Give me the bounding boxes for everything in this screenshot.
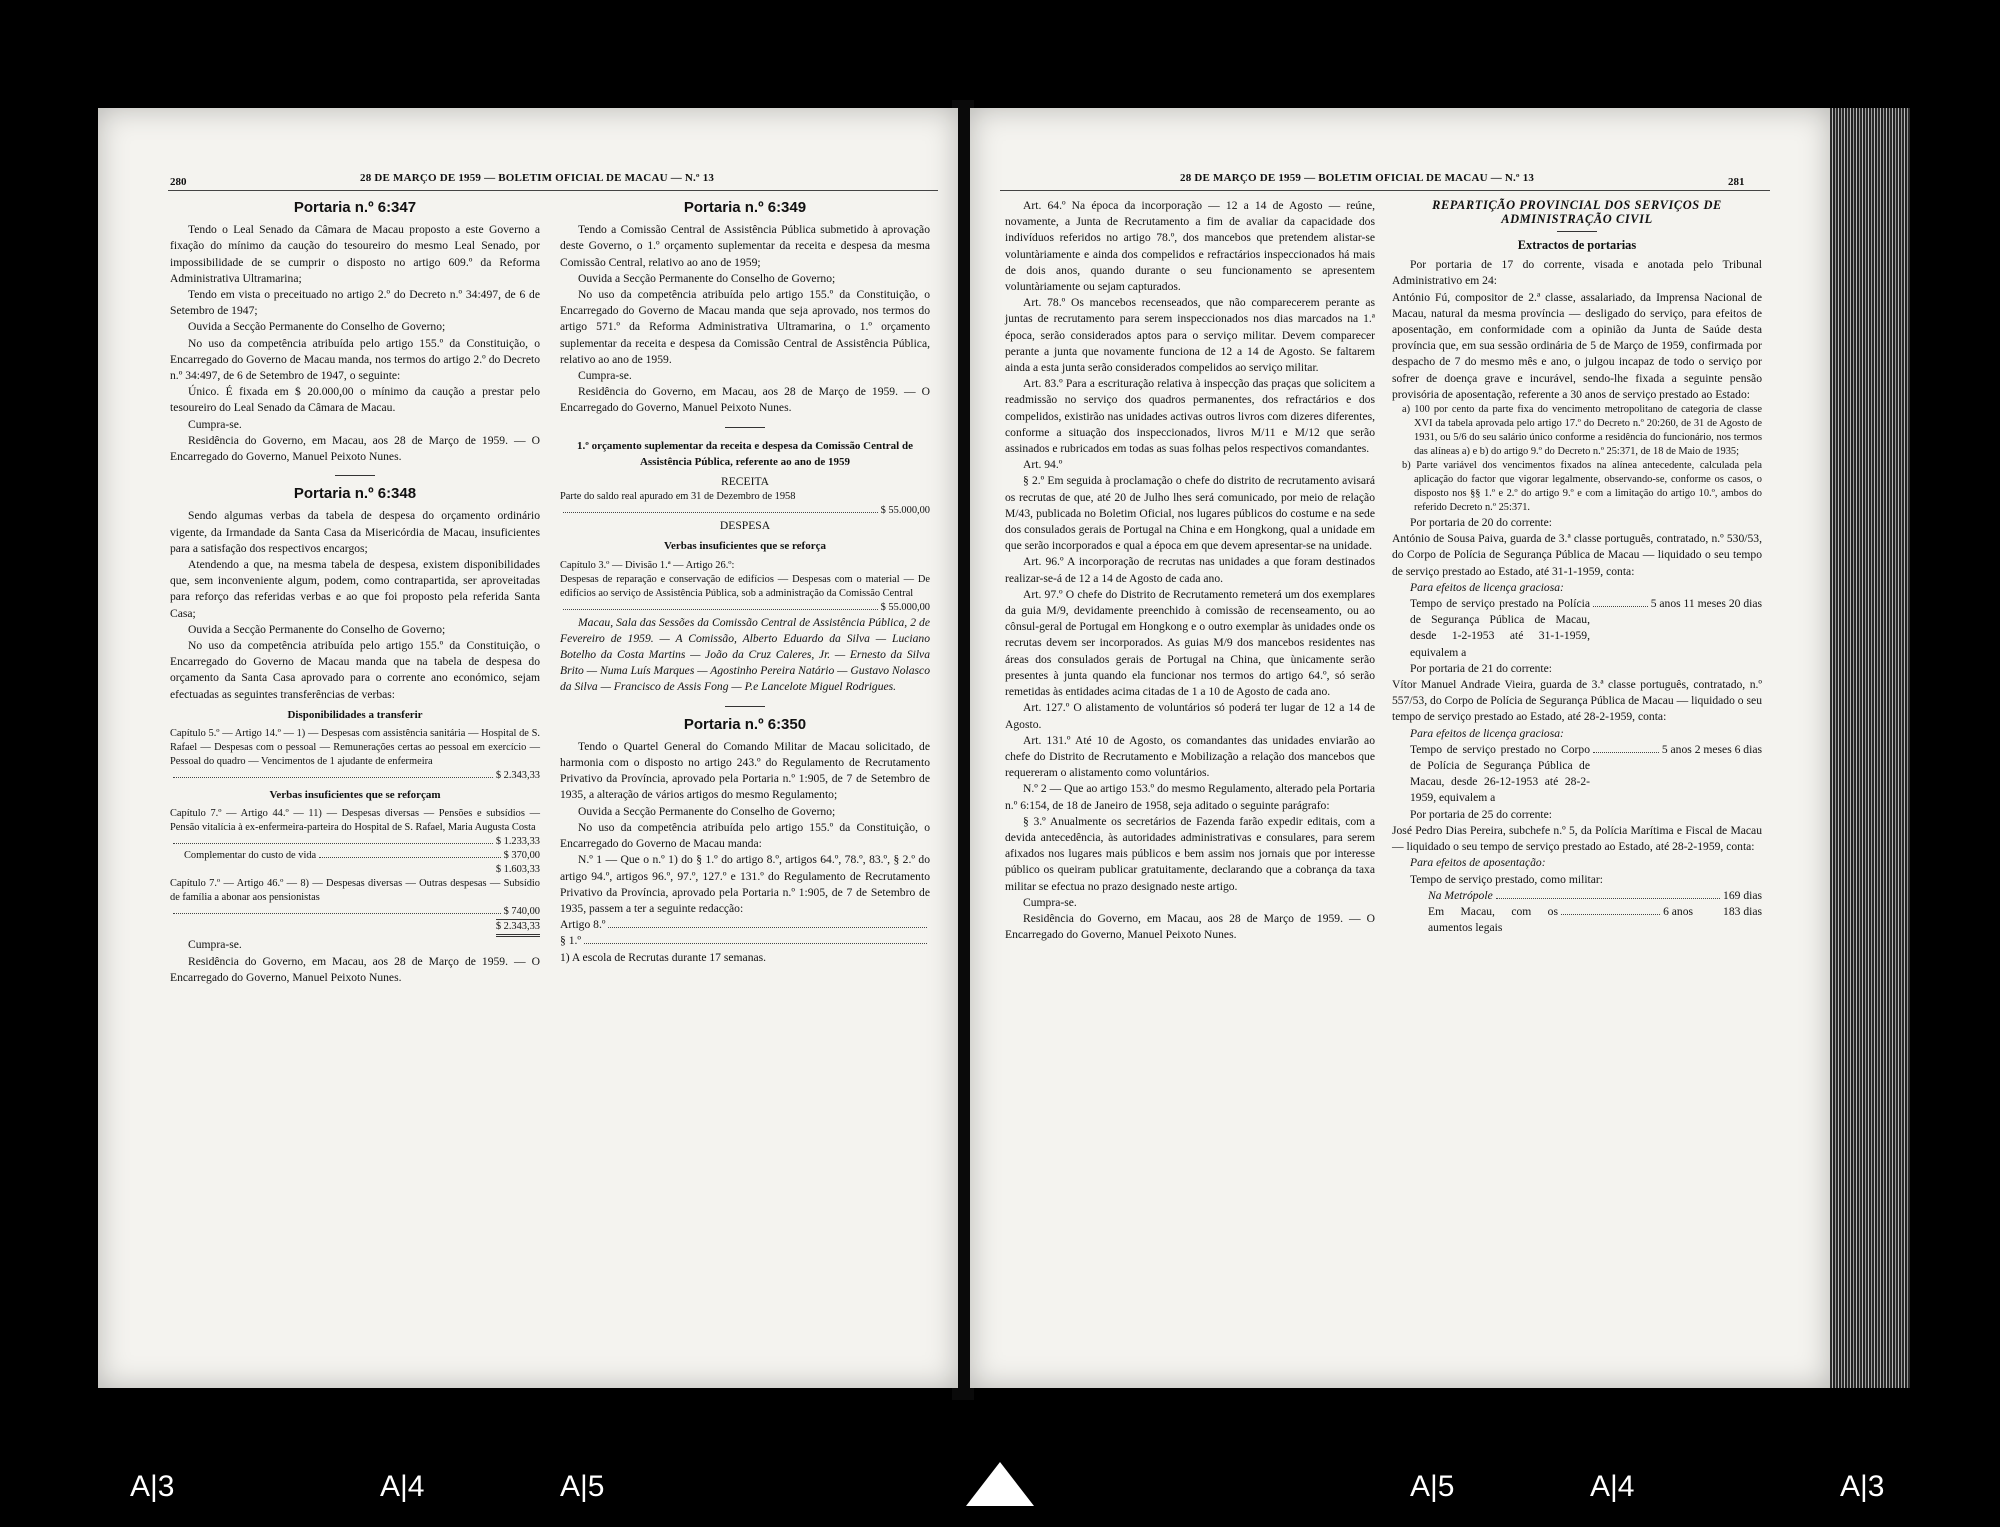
- article-96: Art. 96.º A incorporação de recrutas nas unidades a que foram destinados realizar-se-á de 12 a 14 de Agosto de cada ano.: [1005, 555, 1375, 585]
- disponibilidades-heading: Disponibilidades a transferir: [287, 708, 423, 721]
- service-time-row: Tempo de serviço prestado na Polícia de Segurança Pública de Macau, desde 1-2-1953 até 31-1-1959, equivalem a 5 anos 11 meses 20 dias: [1410, 597, 1762, 659]
- budget-item: Capítulo 7.º — Artigo 44.º — 11) — Despesas diversas — Pensões e subsídios — Pensão vitalícia à ex-enfermeira-parteira do Hospital de S. Rafael, Maria Augusta Costa $ 1.233,33 Complementar do custo de vida $ 370,00 $ 1.603,33 Capítulo 7.º — Artigo 46.º — 8) — Despesas diversas — Outras despesas — Subsídio de família a abonar aos pensionistas $ 740,00 $ 2.343,33: [170, 807, 540, 937]
- signature-line: Residência do Governo, em Macau, aos 28 de Março de 1959. — O Encarregado do Governo, Manuel Peixoto Nunes.: [1005, 911, 1375, 942]
- paragraph: Tendo o Leal Senado da Câmara de Macau proposto a este Governo a fixação do mínimo da caução do tesoureiro do mesmo Leal Senado, por impossibilidade de se cumprir o disposto no artigo 609.º da Reforma Administrativa Ultramarina;: [170, 223, 540, 285]
- paragraph: Tempo de serviço prestado, como militar:: [1410, 872, 1604, 886]
- paragraph: Para efeitos de aposentação:: [1410, 856, 1546, 870]
- portaria-6347-title: Portaria n.º 6:347: [293, 199, 417, 216]
- right-page-header: 28 DE MARÇO DE 1959 — BOLETIM OFICIAL DE MACAU — N.º 13: [1180, 172, 1535, 184]
- paragraph: Ouvida a Secção Permanente do Conselho de Governo;: [578, 271, 836, 285]
- receita-heading: RECEITA: [720, 475, 770, 489]
- article-64: Art. 64.º Na época da incorporação — 12 a 14 de Agosto — reúne, novamente, a Junta de Recrutamento a fim de avaliar da capacidade dos indivíduos referidos no artigo 78.º, dos mancebos que pretendem alistar-se voluntàriamente e ainda dos compelidos e refractários inspeccionados há mais de dois anos, quando durante o seu funcionamento se apresentem voluntàriamente ou sejam capturados.: [1005, 199, 1375, 294]
- paragraph: Ouvida a Secção Permanente do Conselho de Governo;: [578, 804, 836, 818]
- paragraph: Tendo em vista o preceituado no artigo 2.º do Decreto n.º 34:497, de 6 de Setembro de 1947;: [170, 288, 540, 318]
- left-header-rule: [168, 190, 938, 191]
- frame-label: A|3: [1840, 1470, 1885, 1503]
- cumpra-se: Cumpra-se.: [188, 938, 242, 952]
- left-page-number: 280: [170, 176, 187, 188]
- portaria-6348-title: Portaria n.º 6:348: [293, 485, 417, 503]
- paragraph: José Pedro Dias Pereira, subchefe n.º 5, da Polícia Marítima e Fiscal de Macau — liquidado o seu tempo de serviço prestado ao Estado, até 28-2-1959, conta:: [1392, 823, 1762, 854]
- frame-label: A|5: [1410, 1470, 1455, 1503]
- frame-label: A|3: [130, 1470, 175, 1503]
- paragraph: No uso da competência atribuída pelo artigo 155.º da Constituição, o Encarregado do Governo de Macau manda que seja aprovado, nos termos do artigo 571.º da Reforma Administrativa Ultramarina, o 1.º orçamento suplementar da receita e despesa da Comissão Central de Assistência Pública, relativo ao ano de 1959.: [560, 288, 930, 366]
- left-column-1: [170, 198, 540, 986]
- orcamento-title: 1.º orçamento suplementar da receita e despesa da Comissão Central de Assistência Pública, referente ao ano de 1959: [577, 439, 913, 468]
- separator: [335, 475, 375, 476]
- paragraph: No uso da competência atribuída pelo artigo 155.º da Constituição, o Encarregado do Governo de Macau manda:: [560, 820, 930, 851]
- extractos-heading: Extractos de portarias: [1517, 238, 1637, 252]
- page-edges: [1830, 108, 1910, 1388]
- verbas-insuficientes-heading: Verbas insuficientes que se reforça: [664, 540, 826, 553]
- frame-label: A|5: [560, 1470, 605, 1503]
- separator: [725, 706, 765, 707]
- numero-2: N.º 2 — Que ao artigo 153.º do mesmo Regulamento, alterado pela Portaria n.º 6:154, de 18 de Janeiro de 1958, seja aditado o seguinte parágrafo:: [1005, 782, 1375, 812]
- right-column-2: [1392, 198, 1762, 936]
- signature-line: Residência do Governo, em Macau, aos 28 de Março de 1959. — O Encarregado do Governo, Manuel Peixoto Nunes.: [170, 433, 540, 464]
- paragraph: N.º 1 — Que o n.º 1) do § 1.º do artigo 8.º, artigos 64.º, 78.º, 83.º, § 2.º do artigo 94.º, artigos 96.º, 97.º, 127.º e 131.º do Regulamento de Recrutamento Privativo da Província, aprovado pela Portaria n.º 1:905, de 7 de Setembro de 1935, passem a ter a seguinte redacção:: [560, 853, 930, 915]
- right-column-1: [1005, 198, 1375, 943]
- paragraph: Para efeitos de licença graciosa:: [1410, 726, 1564, 740]
- paragraph: Sendo algumas verbas da tabela de despesa do orçamento ordinário vigente, da Irmandade da Santa Casa da Misericórdia de Macau, insuficientes para a satisfação dos respectivos encargos;: [170, 509, 540, 555]
- paragraph: António de Sousa Paiva, guarda de 3.ª classe português, contratado, n.º 530/53, do Corpo de Polícia de Segurança Pública de Macau — liquidado o seu tempo de serviço prestado ao Estado, até 31-1-1959, conta:: [1392, 532, 1762, 578]
- cumpra-se: Cumpra-se.: [1023, 895, 1077, 909]
- article-127: Art. 127.º O alistamento de voluntários só poderá ter lugar de 12 a 14 de Agosto.: [1005, 701, 1375, 731]
- service-time-row: Tempo de serviço prestado no Corpo de Polícia de Segurança Pública de Macau, desde 26-12-1953 até 28-2-1959, equivalem a 5 anos 2 meses 6 dias: [1410, 742, 1762, 805]
- receita-item: Parte do saldo real apurado em 31 de Dezembro de 1958 $ 55.000,00: [560, 491, 930, 517]
- paragraph: Vítor Manuel Andrade Vieira, guarda de 3.ª classe português, contratado, n.º 557/53, do Corpo de Polícia de Segurança Pública de Macau — liquidado o seu tempo de serviço prestado ao Estado, até 28-2-1959, conta:: [1392, 678, 1762, 724]
- signature-line: Residência do Governo, em Macau, aos 28 de Março de 1959. — O Encarregado do Governo, Manuel Peixoto Nunes.: [170, 954, 540, 984]
- verbas-heading: Verbas insuficientes que se reforçam: [269, 789, 441, 802]
- paragraph: No uso da competência atribuída pelo artigo 155.º da Constituição, o Encarregado do Governo de Macau manda, nos termos do artigo 2.º do Decreto n.º 34:497, de 6 de Setembro de 1947, o seguinte:: [170, 336, 540, 383]
- paragraph: Atendendo a que, na mesma tabela de despesa, existem disponibilidades que, sem inconveniente algum, podem, como contrapartida, ser aproveitadas para reforço das referidas verbas e ao que foi proposto pela referida Santa Casa;: [170, 558, 540, 620]
- paragraph: Por portaria de 20 do corrente:: [1410, 516, 1552, 530]
- total-amount: $ 2.343,33: [496, 919, 540, 937]
- article-131: Art. 131.º Até 10 de Agosto, os comandantes das unidades enviarão ao chefe do Distrito de Recrutamento e Mobilização a relação dos mancebos que requereram o alistamento como voluntários.: [1005, 733, 1375, 780]
- article-94-paragraph-2: § 2.º Em seguida à proclamação o chefe do distrito de recrutamento avisará os recrutas de que, até 20 de Julho lhes será comunicado, por meio de relação M/43, publicada no Boletim Oficial, nos lugares públicos do costume e na sede dos consulados gerais de Portugal na China e em Hongkong, qual a unidade em que serão incorporados e qual a época em que devem apresentar-se na unidade.: [1005, 474, 1375, 553]
- paragraph: Tendo a Comissão Central de Assistência Pública submetido à aprovação deste Governo, o 1.º orçamento suplementar da receita e despesa da mesma Comissão Central, relativo ao ano de 1959;: [560, 223, 930, 269]
- amount: $ 2.343,33: [495, 770, 540, 782]
- article-94: Art. 94.º: [1023, 458, 1063, 472]
- list-item: b) Parte variável dos vencimentos fixados na alínea antecedente, calculada pela aplicação do factor que vigorar legalmente, observando-se, conforme os casos, o disposto nos §§ 1.º e 2.º do artigo 9.º e com a limitação do artigo 10.º, ambos do referido Decreto n.º 25:371.: [1402, 460, 1762, 514]
- separator: [725, 427, 765, 428]
- right-page-number: 281: [1728, 176, 1745, 188]
- signature-line: Residência do Governo, em Macau, aos 28 de Março de 1959. — O Encarregado do Governo, Manuel Peixoto Nunes.: [560, 385, 930, 415]
- paragraph-label: § 1.º: [560, 934, 581, 948]
- department-title: REPARTIÇÃO PROVINCIAL DOS SERVIÇOS DE ADMINISTRAÇÃO CIVIL: [1432, 198, 1722, 226]
- separator: [1557, 231, 1597, 232]
- cumpra-se: Cumpra-se.: [578, 369, 632, 383]
- paragraph-3: § 3.º Anualmente os secretários de Fazenda farão expedir editais, com a devida antecedência, às autoridades administrativas e consulares, para serem afixados nos lugares mais públicos e bem assim nos jornais que por interesse público os queiram publicar gratuitamente, declarando que a cobrança da taxa militar se efectua no prazo designado neste artigo.: [1005, 814, 1375, 893]
- article-label: Artigo 8.º: [560, 918, 606, 932]
- frame-label: A|4: [1590, 1470, 1635, 1503]
- paragraph: Ouvida a Secção Permanente do Conselho de Governo;: [188, 320, 446, 334]
- film-notch: [966, 1462, 1034, 1506]
- paragraph: Para efeitos de licença graciosa:: [1410, 580, 1564, 594]
- service-time-row: Na Metrópole 169 dias: [1428, 888, 1762, 902]
- paragraph: Único. É fixada em $ 20.000,00 o mínimo da caução a prestar pelo tesoureiro do Leal Senado da Câmara de Macau.: [170, 385, 540, 415]
- paragraph: Tendo o Quartel General do Comando Militar de Macau solicitado, de harmonia com o disposto no artigo 243.º do Regulamento de Recrutamento Privativo da Província, aprovado pela Portaria n.º 1:905, de 7 de Setembro de 1935, a alteração de vários artigos do mesmo Regulamento;: [560, 739, 930, 802]
- article-78: Art. 78.º Os mancebos recenseados, que não comparecerem perante as juntas de recrutamento para serem inspeccionados nos dias marcados na 1.ª época, serão considerados aptos para o serviço militar. Devem comparecer perante a junta que novamente funciona de 12 a 14 de Agosto. Se faltarem ainda a esta junta serão considerados compelidos ao serviço militar.: [1005, 296, 1375, 375]
- portaria-6350-title: Portaria n.º 6:350: [683, 715, 807, 733]
- left-page-header: 28 DE MARÇO DE 1959 — BOLETIM OFICIAL DE MACAU — N.º 13: [360, 172, 715, 184]
- cumpra-se: Cumpra-se.: [188, 417, 242, 431]
- commission-signature: Macau, Sala das Sessões da Comissão Central de Assistência Pública, 2 de Fevereiro de 1959. — A Comissão, Alberto Eduardo da Silva — Luciano Botelho da Costa Martins — João da Cruz Caleres, Jr. — Ernesto da Silva Brito — Numa Luís Marques — Agostinho Pereira Natário — Gustavo Nolasco da Silva — Francisco de Assis Fong — P.e Lancelote Miguel Rodrigues.: [560, 615, 930, 694]
- paragraph: Por portaria de 17 do corrente, visada e anotada pelo Tribunal Administrativo em 24:: [1392, 258, 1762, 288]
- paragraph: António Fú, compositor de 2.ª classe, assalariado, da Imprensa Nacional de Macau, natural da mesma província — desligado do serviço, para efeitos de aposentação, em conformidade com a opinião da Junta de Saúde desta província que, em sua sessão ordinária de 5 de Março de 1959, confirmada por despacho de 7 do mesmo mês e ano, o julgou incapaz de todo o serviço por sofrer de doença grave e incurável, sendo-lhe fixada a seguinte pensão provisória de aposentação, referente a 30 anos de serviço prestado ao Estado:: [1392, 290, 1762, 401]
- portaria-6349-title: Portaria n.º 6:349: [683, 199, 807, 216]
- article-83: Art. 83.º Para a escrituração relativa à inspecção das praças que solicitem a readmissão no serviço dos quadros permanentes, dos refractários e dos compelidos, existirão nas unidades activas outros livros com dizeres diferentes, conforme a situação dos inspeccionados, livros M/11 e M/12 que serão assinados e rubricados em todas as suas folhas pelos respectivos comandantes.: [1005, 377, 1375, 456]
- list-item: a) 100 por cento da parte fixa do vencimento metropolitano de categoria de classe XVI da tabela aprovada pelo artigo 17.º do Decreto n.º 20:260, de 31 de Agosto de 1931, ou 5/6 do seu salário único conforme a residência do funcionário, nos termos das alíneas a) e b) do artigo 9.º do Decreto n.º 25:371, de 18 de Maio de 1935;: [1402, 404, 1762, 458]
- frame-label: A|4: [380, 1470, 425, 1503]
- service-time-row: Em Macau, com os aumentos legais 6 anos 183 dias: [1428, 904, 1762, 935]
- paragraph: Ouvida a Secção Permanente do Conselho de Governo;: [188, 622, 446, 636]
- article-97: Art. 97.º O chefe do Distrito de Recrutamento remeterá um dos exemplares da guia M/9, devidamente preenchido à comissão de recenseamento, ou ao cônsul-geral de Portugal em Hongkong e o outro exemplar às unidades onde os recrutas devem ser incorporados. As guias M/9 dos mancebos residentes nas áreas dos consulados gerais de Portugal na China, que ùnicamente serão presentes à junta quando ela funcionar nos termos do artigo 64.º, só serão remetidas às entidades acima citadas de 1 a 10 de Agosto de cada ano.: [1005, 587, 1375, 699]
- paragraph: Por portaria de 25 do corrente:: [1410, 807, 1552, 821]
- left-column-2: [560, 198, 930, 966]
- paragraph: No uso da competência atribuída pelo artigo 155.º da Constituição, o Encarregado do Governo de Macau manda que na tabela de despesa do orçamento da Santa Casa aprovado para o corrente ano económico, sejam efectuadas as seguintes transferências de verbas:: [170, 639, 540, 701]
- despesa-heading: DESPESA: [719, 519, 771, 533]
- budget-item: Capítulo 5.º — Artigo 14.º — 1) — Despesas com assistência sanitária — Hospital de S. Rafael — Despesas com o pessoal — Remunerações certas ao pessoal em exercício — Pessoal do quadro — Vencimentos de 1 ajudante de enfermeira $ 2.343,33: [170, 728, 540, 782]
- paragraph: Por portaria de 21 do corrente:: [1410, 661, 1552, 675]
- list-item: 1) A escola de Recrutas durante 17 semanas.: [560, 950, 767, 964]
- despesa-item: Capítulo 3.º — Divisão 1.ª — Artigo 26.º: Despesas de reparação e conservação de edifícios — Despesas com o material — De edifícios ao serviço de Assistência Pública, sob a administração da Comissão Central $ 55.000,00: [560, 559, 930, 613]
- right-header-rule: [1000, 190, 1770, 191]
